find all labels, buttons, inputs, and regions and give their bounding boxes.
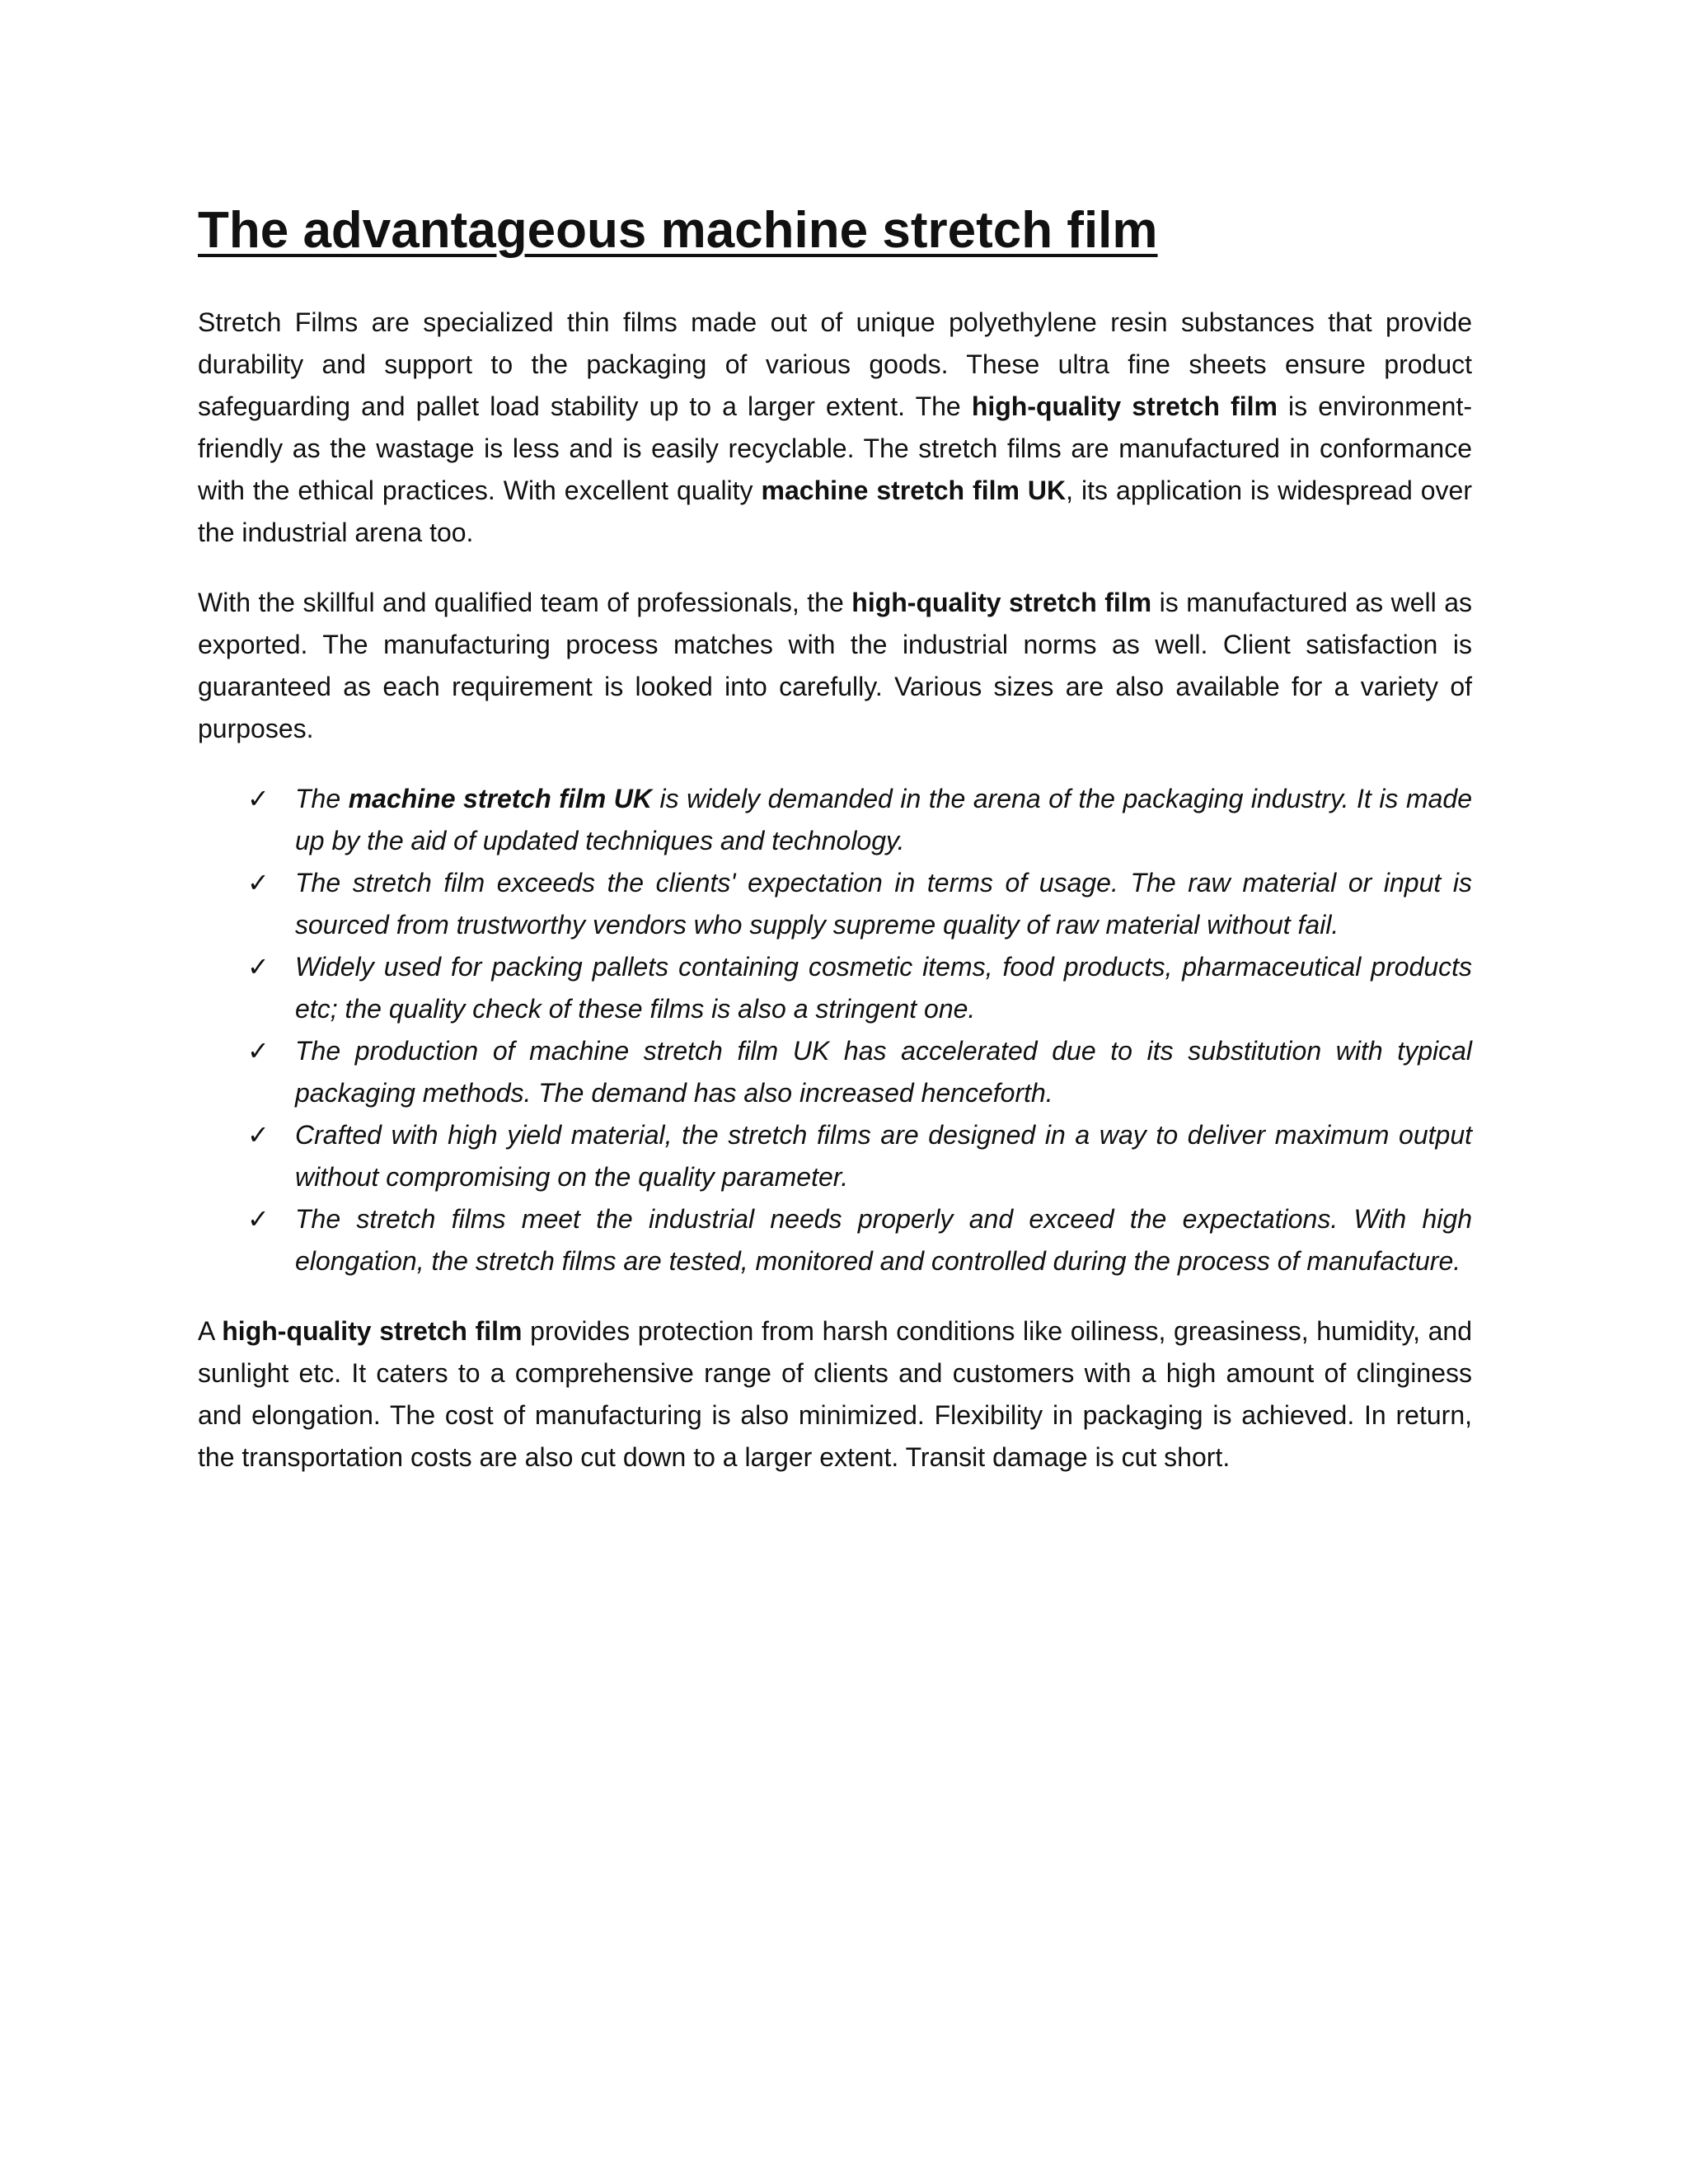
checklist-item — [198, 778, 1472, 862]
closing-bold-1: high-quality stretch film — [222, 1316, 523, 1346]
checklist-item-text-post: is widely demanded in the arena of the packaging industry. It is made up by the aid of updated techniques and technology. — [295, 784, 1473, 855]
checklist-item — [198, 1030, 1472, 1114]
checklist-item-text: Widely used for packing pallets containing cosmetic items, food products, pharmaceutical products etc; the quality check of these films is also a stringent one. — [295, 952, 1472, 1024]
team-text-2: is manufactured as well as exported. The manufacturing process matches with the industrial norms as well. Client satisfaction is guaranteed as each requirement is looked into carefully. Various sizes are also available for a variety of purposes. — [198, 588, 1473, 743]
intro-bold-1: high-quality stretch film — [971, 391, 1278, 421]
team-bold-1: high-quality stretch film — [851, 588, 1152, 617]
team-paragraph — [198, 582, 1472, 750]
checklist-item-bold: machine stretch film UK — [348, 784, 652, 813]
checkmark-icon: ✓ — [247, 1203, 270, 1235]
checkmark-icon: ✓ — [247, 951, 270, 982]
intro-paragraph — [198, 302, 1472, 554]
checklist-item — [198, 862, 1472, 946]
checkmark-icon: ✓ — [247, 1119, 270, 1151]
intro-bold-2: machine stretch film UK — [761, 476, 1067, 505]
checklist-item-text: The production of machine stretch film UK has accelerated due to its substitution with typical packaging methods. The demand has also increased henceforth. — [295, 1036, 1472, 1108]
checkmark-icon: ✓ — [247, 783, 270, 814]
checklist-item — [198, 946, 1472, 1030]
closing-paragraph — [198, 1310, 1472, 1479]
feature-checklist — [198, 778, 1472, 1282]
checkmark-icon: ✓ — [247, 867, 270, 898]
checklist-item — [198, 1114, 1472, 1198]
checklist-item-text: The stretch film exceeds the clients' expectation in terms of usage. The raw material or input is sourced from trustworthy vendors who supply supreme quality of raw material without fail. — [295, 868, 1472, 940]
closing-text-2: provides protection from harsh conditions like oiliness, greasiness, humidity, and sunlight etc. It caters to a comprehensive range of clients and customers with a high amount of clinginess and elongation. The cost of manufacturing is also minimized. Flexibility in packaging is achieved. In return, the transportation costs are also cut down to a larger extent. Transit damage is cut short. — [198, 1316, 1473, 1472]
intro-text-2: is environment-friendly as the wastage is less and is easily recyclable. The stretch films are manufactured in conformance with the ethical practices. With excellent quality — [198, 391, 1473, 505]
checklist-item-text: The stretch films meet the industrial needs properly and exceed the expectations. With high elongation, the stretch films are tested, monitored and controlled during the process of manufacture. — [295, 1204, 1472, 1276]
intro-text-3: , its application is widespread over the industrial arena too. — [198, 476, 1473, 547]
page-title: The advantageous machine stretch film — [198, 202, 1158, 259]
closing-text-1: A — [198, 1316, 223, 1346]
checkmark-icon: ✓ — [247, 1035, 270, 1066]
checklist-item — [198, 1198, 1472, 1282]
checklist-item-text: Crafted with high yield material, the stretch films are designed in a way to deliver maximum output without compromising on the quality parameter. — [295, 1120, 1472, 1192]
checklist-item-text-pre: The — [295, 784, 349, 813]
team-text-1: With the skillful and qualified team of professionals, the — [198, 588, 852, 617]
document-body — [198, 196, 1472, 1507]
intro-text-1: Stretch Films are specialized thin films made out of unique polyethylene resin substances that provide durability and support to the packaging of various goods. These ultra fine sheets ensure product safeguarding and pallet load stability up to a larger extent. The — [198, 307, 1472, 421]
